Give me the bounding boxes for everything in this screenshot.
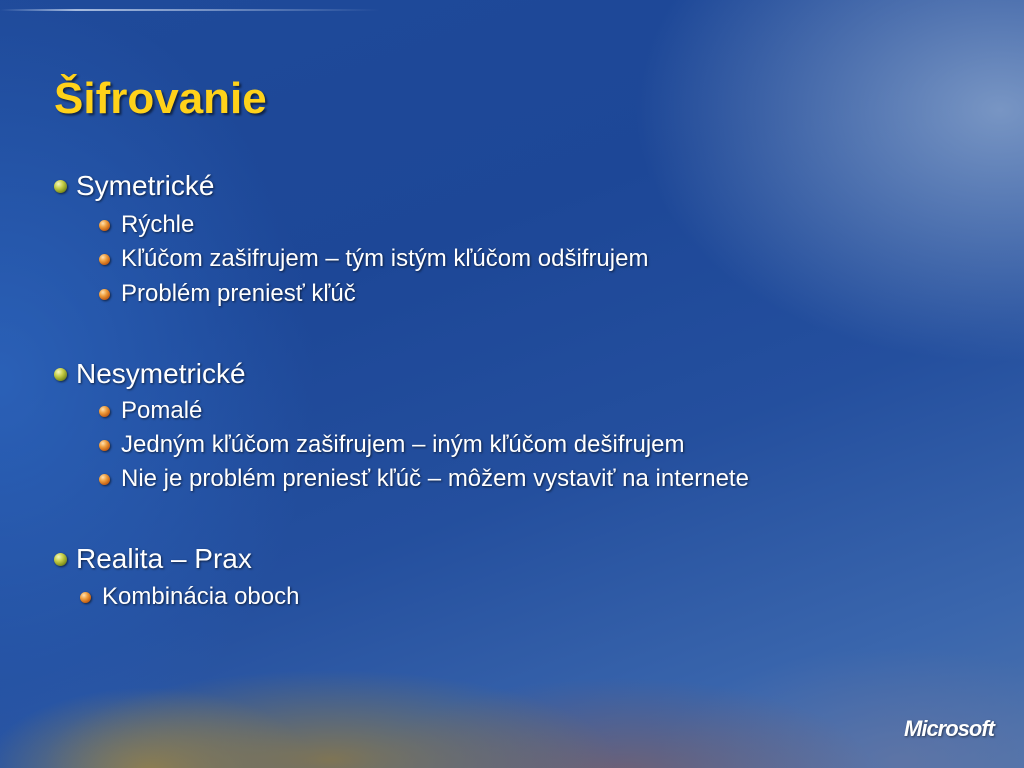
list-item xyxy=(99,245,648,273)
list-item-text: Problém preniesť kľúč xyxy=(121,280,356,307)
list-item xyxy=(99,211,194,239)
bullet-icon xyxy=(99,440,110,451)
list-item-text: Rýchle xyxy=(121,211,195,238)
section-label: Symetrické xyxy=(76,170,215,201)
section-label: Nesymetrické xyxy=(76,358,246,389)
bullet-icon xyxy=(54,368,67,381)
bullet-icon xyxy=(99,289,110,300)
top-accent-line xyxy=(0,9,380,11)
list-item xyxy=(80,583,299,611)
section-reality xyxy=(54,543,252,575)
bullet-icon xyxy=(99,474,110,485)
bullet-icon xyxy=(99,254,110,265)
section-symetric xyxy=(54,170,214,202)
list-item-text: Kombinácia oboch xyxy=(102,583,300,610)
list-item xyxy=(99,397,202,425)
list-item xyxy=(99,465,749,493)
list-item-text: Pomalé xyxy=(121,397,203,424)
bullet-icon xyxy=(99,220,110,231)
list-item-text: Kľúčom zašifrujem – tým istým kľúčom odšifrujem xyxy=(121,245,649,272)
bullet-icon xyxy=(54,180,67,193)
bullet-icon xyxy=(80,592,91,603)
list-item-text: Nie je problém preniesť kľúč – môžem vystaviť na internete xyxy=(121,465,749,492)
bullet-icon xyxy=(99,406,110,417)
list-item-text: Jedným kľúčom zašifrujem – iným kľúčom dešifrujem xyxy=(121,431,685,458)
bullet-icon xyxy=(54,553,67,566)
list-item xyxy=(99,280,356,308)
slide-title: Šifrovanie xyxy=(54,74,267,123)
section-asymmetric xyxy=(54,358,246,390)
list-item xyxy=(99,431,685,459)
microsoft-logo: Microsoft xyxy=(904,716,994,741)
section-label: Realita – Prax xyxy=(76,543,252,574)
